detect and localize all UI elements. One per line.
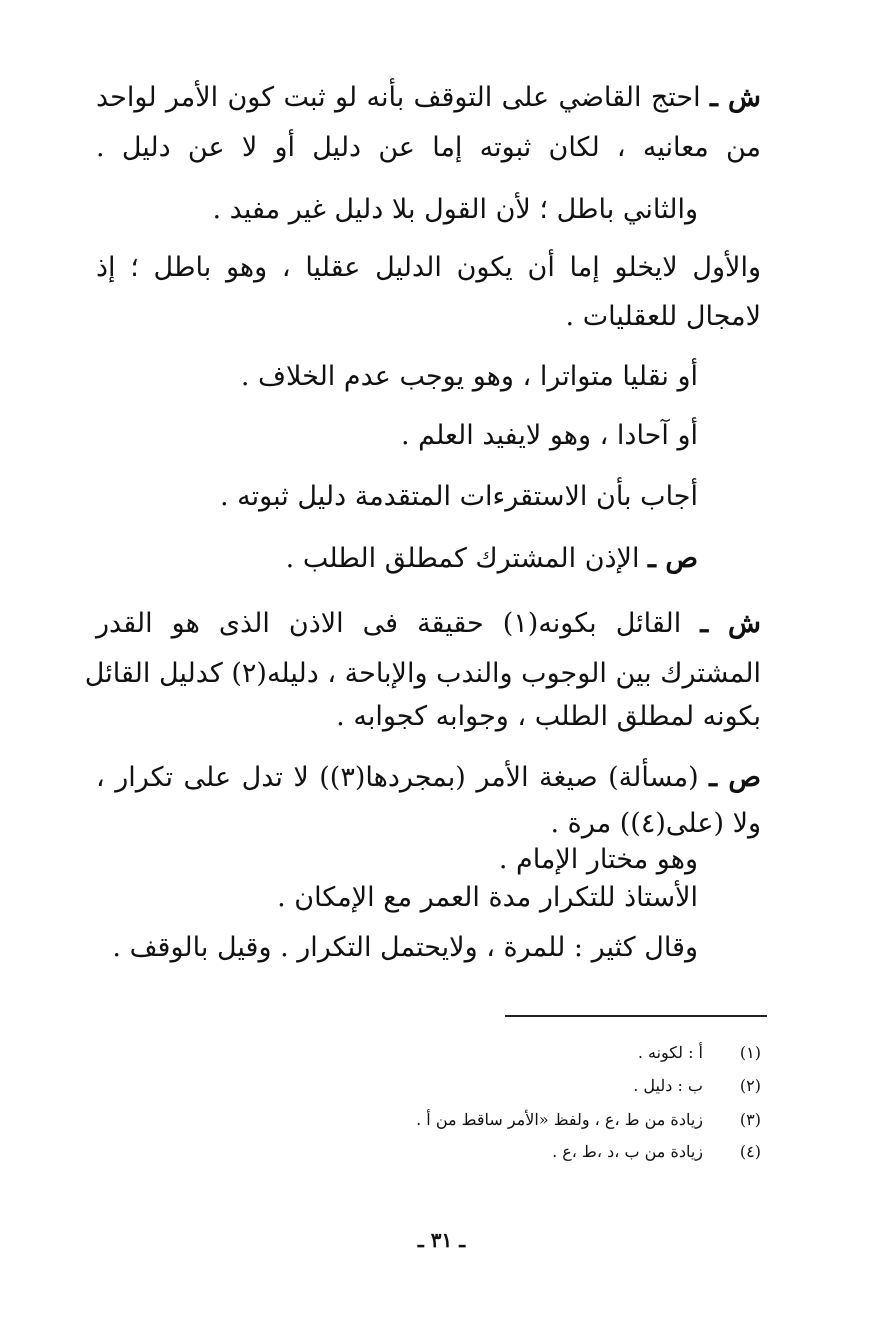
footnote [552, 1144, 761, 1160]
text-line [96, 254, 761, 281]
line-text: والثاني باطل ؛ لأن القول بلا دليل غير مفيد . [212, 194, 698, 225]
text-line [96, 134, 761, 161]
line-text: وقال كثير : للمرة ، ولايحتمل التكرار . وقيل بالوقف . [112, 932, 698, 963]
footnote-number: (١) [739, 1043, 761, 1062]
text-line [566, 303, 761, 330]
line-text: ولا (على(٤)) مرة . [550, 808, 761, 839]
line-text: أجاب بأن الاستقرءات المتقدمة دليل ثبوته . [219, 481, 698, 512]
page-number: ـ ٣١ ـ [417, 1228, 466, 1252]
line-text: بكونه لمطلق الطلب ، وجوابه كجوابه . [336, 701, 761, 732]
line-text: الإذن المشترك كمطلق الطلب . [285, 543, 649, 574]
text-line [96, 764, 761, 791]
text-line [96, 84, 761, 111]
footnote-text: أ : لكونه . [637, 1043, 703, 1062]
text-line [277, 884, 698, 911]
section-label: ش ـ [700, 608, 762, 639]
footnote-text: ب : دليل . [633, 1076, 703, 1095]
footnote [638, 1045, 761, 1061]
section-label: ص ـ [648, 543, 698, 574]
line-text: من معانيه ، لكان ثبوته إما عن دليل أو لا عن دليل . [96, 132, 761, 163]
text-line [336, 703, 761, 730]
text-line [241, 363, 698, 390]
line-text: القائل بكونه(١) حقيقة فى الاذن الذى هو القدر [96, 608, 701, 639]
text-line [84, 658, 761, 689]
section-label: ش ـ [709, 82, 761, 113]
footnote [416, 1112, 761, 1128]
text-line [220, 483, 698, 510]
line-text: لامجال للعقليات . [565, 301, 761, 332]
footnote-number: (٢) [739, 1076, 761, 1095]
line-text: المشترك بين الوجوب والندب والإباحة ، دليله(٢) كدليل القائل [84, 658, 761, 689]
text-line [401, 422, 698, 449]
line-text: والأول لايخلو إما أن يكون الدليل عقليا ، وهو باطل ؛ إذ [96, 252, 761, 283]
footnote-text: زيادة من ب ،د ،ط ،ع . [552, 1142, 703, 1161]
text-line [96, 610, 761, 637]
footnote-number: (٤) [739, 1142, 761, 1161]
section-label: ص ـ [709, 762, 761, 793]
line-text: (مسألة) صيغة الأمر (بمجردها(٣)) لا تدل على تكرار ، [96, 762, 710, 793]
footnote-text: زيادة من ط ،ع ، ولفظ «الأمر ساقط من أ . [416, 1110, 703, 1129]
text-line [213, 196, 699, 223]
line-text: الأستاذ للتكرار مدة العمر مع الإمكان . [277, 882, 698, 913]
line-text: أو نقليا متواترا ، وهو يوجب عدم الخلاف . [240, 361, 698, 392]
footnote-number: (٣) [739, 1110, 761, 1129]
line-text: وهو مختار الإمام . [498, 844, 698, 875]
footnote [633, 1078, 761, 1094]
footnote-separator [505, 1015, 767, 1017]
line-text: أو آحادا ، وهو لايفيد العلم . [400, 420, 698, 451]
text-line [286, 545, 698, 572]
text-line [499, 846, 698, 873]
text-line [551, 810, 761, 837]
line-text: احتج القاضي على التوقف بأنه لو ثبت كون الأمر لواحد [96, 82, 710, 113]
text-line [112, 934, 698, 961]
